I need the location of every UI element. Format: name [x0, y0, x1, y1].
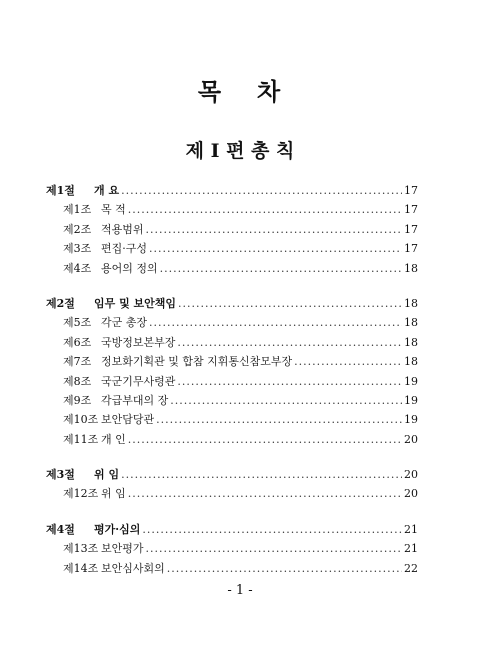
- section-number: 제1절: [46, 184, 75, 197]
- leader-dots: [167, 559, 402, 578]
- page-number: 20: [404, 432, 418, 446]
- article-number: 제14조: [63, 561, 99, 575]
- leader-dots: [149, 313, 402, 332]
- article-label: 보안담당관: [101, 413, 155, 427]
- page-number: 17: [404, 222, 418, 236]
- page-number: 18: [404, 296, 418, 310]
- toc-section-2: [46, 294, 418, 449]
- page-number: 20: [404, 487, 418, 501]
- article-number: 제5조: [63, 316, 92, 330]
- section-number: 제4절: [46, 522, 75, 536]
- article-label: 개 인: [101, 432, 126, 446]
- page-number: 17: [404, 242, 418, 256]
- leader-dots: [146, 220, 402, 239]
- leader-dots: [156, 410, 402, 429]
- article-number: 제7조: [63, 355, 92, 369]
- page-number: 18: [404, 335, 418, 349]
- page-number: 17: [404, 203, 418, 217]
- section-label: 임무 및 보안책임: [94, 296, 177, 310]
- toc-item[interactable]: [46, 333, 418, 352]
- article-label: 보안심사회의: [101, 561, 165, 575]
- toc-section-4: [46, 520, 418, 578]
- toc-section-heading[interactable]: [46, 181, 418, 200]
- table-of-contents: [46, 181, 418, 594]
- article-number: 제6조: [63, 335, 92, 349]
- toc-item[interactable]: [46, 559, 418, 578]
- article-label: 국방정보본부장: [101, 335, 176, 349]
- article-number: 제12조: [63, 487, 99, 501]
- leader-dots: [170, 391, 402, 410]
- title-part-1: 목: [197, 77, 223, 106]
- page-title: [0, 72, 480, 107]
- page-number: 21: [404, 542, 418, 556]
- leader-dots: [178, 294, 402, 313]
- page-number: 19: [404, 413, 418, 427]
- article-number: 제9조: [63, 393, 92, 407]
- page-number: 22: [404, 561, 418, 575]
- toc-section-3: [46, 465, 418, 504]
- article-number: 제11조: [63, 432, 99, 446]
- article-label: 각군 총장: [101, 316, 148, 330]
- page-number: 20: [404, 468, 418, 482]
- article-label: 위 임: [101, 487, 126, 501]
- page-footer-number: - 1 -: [227, 583, 253, 598]
- toc-item[interactable]: [46, 539, 418, 558]
- leader-dots: [146, 539, 402, 558]
- toc-section-heading[interactable]: [46, 294, 418, 313]
- leader-dots: [149, 239, 402, 258]
- article-number: 제13조: [63, 542, 99, 556]
- article-label: 국군기무사령관: [101, 374, 176, 388]
- toc-item[interactable]: [46, 391, 418, 410]
- section-number: 제2절: [46, 296, 75, 310]
- toc-item[interactable]: [46, 259, 418, 278]
- leader-dots: [128, 200, 402, 219]
- leader-dots: [121, 181, 402, 200]
- article-number: 제2조: [63, 222, 92, 236]
- article-number: 제10조: [63, 413, 99, 427]
- title-part-2: 차: [257, 77, 283, 106]
- leader-dots: [142, 520, 402, 539]
- page-number: 18: [404, 355, 418, 369]
- leader-dots: [177, 333, 402, 352]
- leader-dots: [177, 372, 402, 391]
- section-label: 평가·심의: [94, 522, 141, 536]
- article-label: 보안평가: [101, 542, 144, 556]
- article-number: 제4조: [63, 261, 92, 275]
- toc-item[interactable]: [46, 313, 418, 332]
- toc-section-heading[interactable]: [46, 520, 418, 539]
- leader-dots: [128, 484, 402, 503]
- page-number: 19: [404, 393, 418, 407]
- section-label: 위 임: [94, 468, 120, 482]
- toc-item[interactable]: [46, 410, 418, 429]
- toc-item[interactable]: [46, 239, 418, 258]
- section-label: 개 요: [94, 184, 120, 197]
- leader-dots: [294, 352, 402, 371]
- leader-dots: [121, 465, 402, 484]
- article-label: 정보화기획관 및 합참 지휘통신참모부장: [101, 355, 293, 369]
- toc-item[interactable]: [46, 200, 418, 219]
- article-label: 목 적: [101, 203, 126, 217]
- toc-item[interactable]: [46, 372, 418, 391]
- article-label: 용어의 정의: [101, 261, 158, 275]
- toc-section-heading[interactable]: [46, 465, 418, 484]
- page-number: 18: [404, 261, 418, 275]
- page-number: 21: [404, 522, 418, 536]
- toc-item[interactable]: [46, 484, 418, 503]
- toc-item[interactable]: [46, 220, 418, 239]
- toc-item[interactable]: [46, 430, 418, 449]
- article-number: 제1조: [63, 203, 92, 217]
- page-number: 17: [404, 184, 418, 197]
- leader-dots: [128, 430, 402, 449]
- article-label: 적용범위: [101, 222, 144, 236]
- article-number: 제3조: [63, 242, 92, 256]
- leader-dots: [160, 259, 402, 278]
- article-number: 제8조: [63, 374, 92, 388]
- toc-item[interactable]: [46, 352, 418, 371]
- section-number: 제3절: [46, 468, 75, 482]
- article-label: 편집·구성: [101, 242, 148, 256]
- page-number: 19: [404, 374, 418, 388]
- part-title: 제 I 편 총 칙: [185, 140, 295, 162]
- article-label: 각급부대의 장: [101, 393, 169, 407]
- page-number: 18: [404, 316, 418, 330]
- toc-section-1: [46, 181, 418, 278]
